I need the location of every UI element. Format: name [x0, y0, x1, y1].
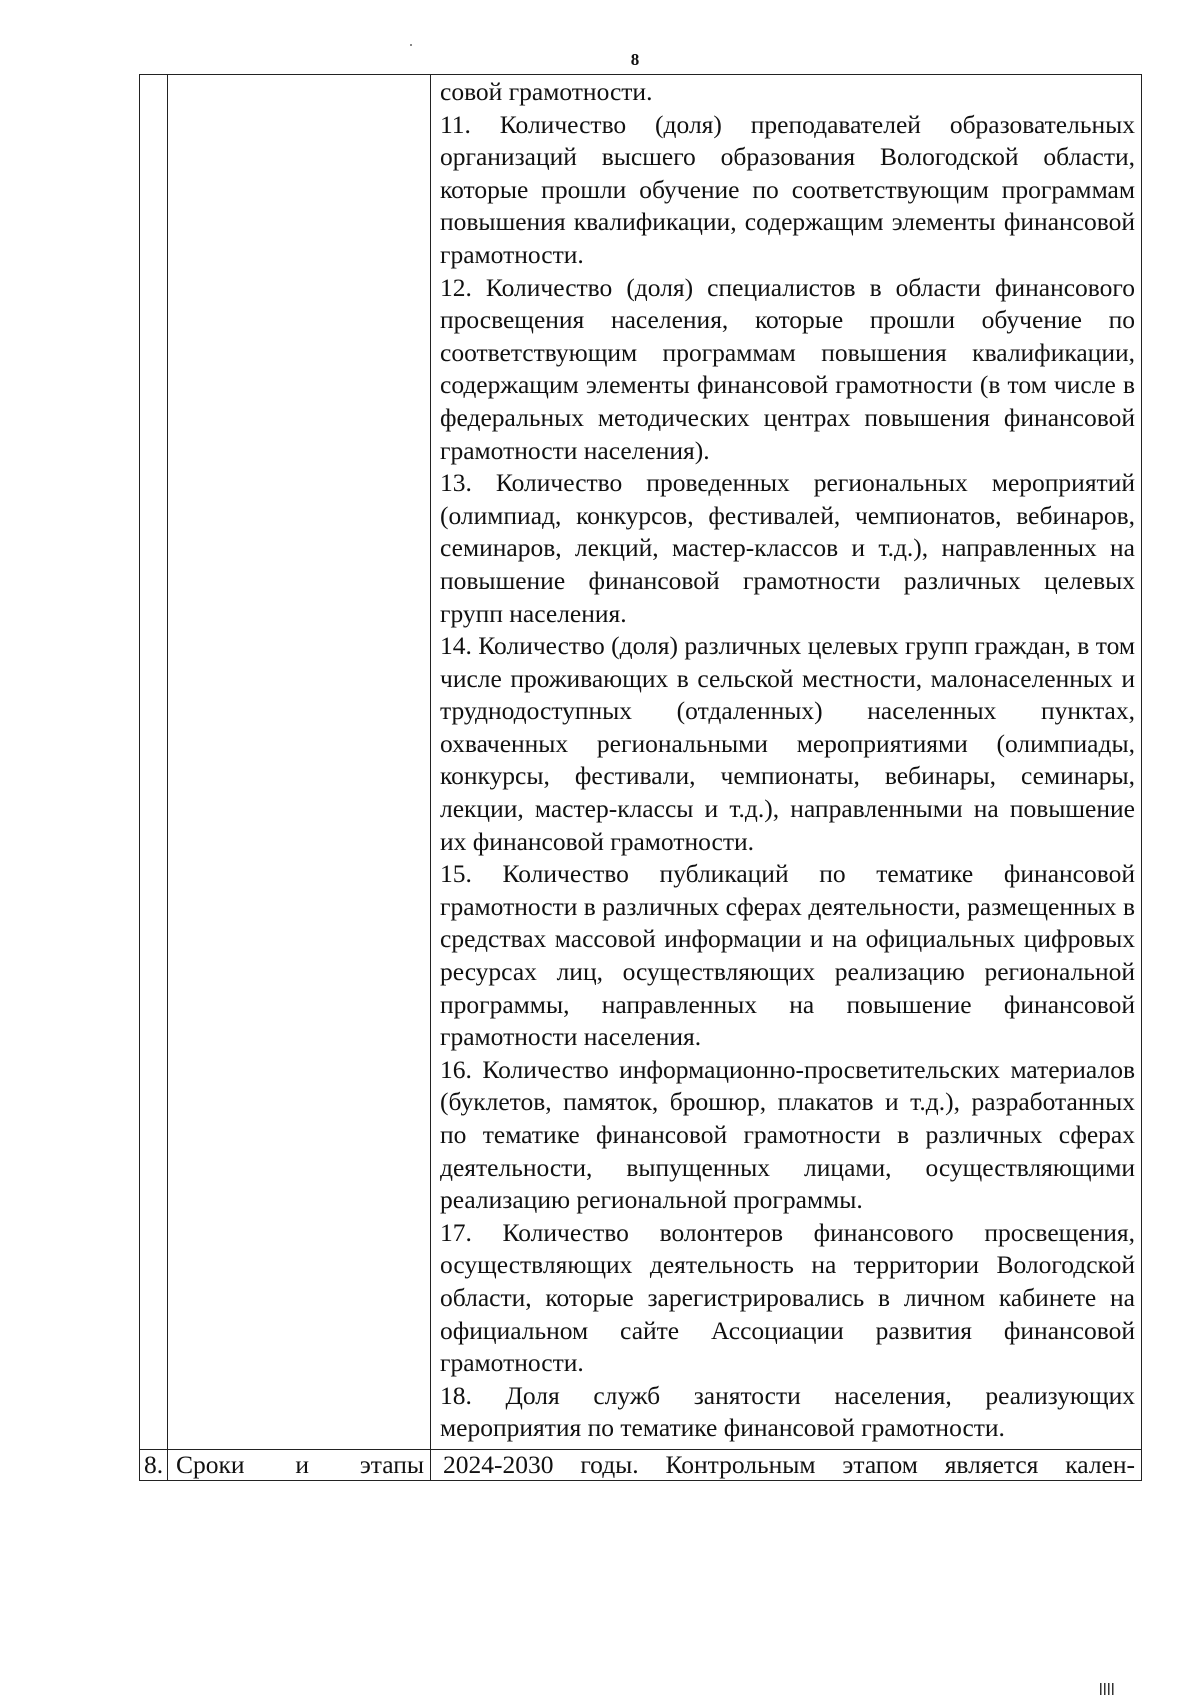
row-number-cell-empty — [140, 75, 168, 1450]
paragraph-indicator-11: 11. Количество (доля) преподавателей образовательных организаций высшего образования Вологодской области, которые прошли обучение по соответствующим программам повышения квалификации, содержащим элементы финансовой грамотности. — [440, 109, 1135, 269]
row-content-cell — [431, 75, 1142, 1450]
paragraph-indicator-14: 14. Количество (доля) различных целевых групп граждан, в том числе проживающих в сельской местности, малонаселенных и труднодоступных (отдаленных) населенных пунктах, охваченных региональными мероприятиями (олимпиады, конкурсы, фестивали, чемпионаты, вебинары, семинары, лекции, мастер-классы и т.д.), направленными на повышение их финансовой грамотности. — [440, 631, 1135, 856]
table-row-continued — [140, 75, 1142, 1450]
table-row-8 — [140, 1449, 1142, 1480]
paragraph-indicator-17: 17. Количество волонтеров финансового просвещения, осуществляющих деятельность на территории Вологодской области, которые зарегистрировались в личном кабинете на официальном сайте Ассоциации развития финансовой грамотности. — [440, 1217, 1135, 1378]
scan-artifact — [1100, 1683, 1114, 1695]
row-label-cell — [168, 1449, 431, 1480]
paragraph-indicator-16: 16. Количество информационно-просветительских материалов (буклетов, памяток, брошюр, плакатов и т.д.), разработанных по тематике финансовой грамотности в различных сферах деятельности, выпущенных лицами, осуществляющими реализацию региональной программы. — [440, 1054, 1135, 1215]
paragraph-indicator-12: 12. Количество (доля) специалистов в области финансового просвещения населения, которые прошли обучение по соответствующим программам повышения квалификации, содержащим элементы финансовой грамотности (в том числе в федеральных методических центрах повышения финансовой грамотности населения). — [440, 272, 1135, 465]
row-label-text: Сроки и этапы — [176, 1449, 424, 1479]
document-table — [139, 74, 1142, 1481]
paragraph-indicator-13: 13. Количество проведенных региональных мероприятий (олимпиад, конкурсов, фестивалей, чемпионатов, вебинаров, семинаров, лекций, мастер-классов и т.д.), направленных на повышение финансовой грамотности различных целевых групп населения. — [440, 468, 1135, 628]
page-number: 8 — [630, 50, 640, 69]
scan-speck — [410, 44, 412, 46]
paragraph-indicator-15: 15. Количество публикаций по тематике финансовой грамотности в различных сферах деятельности, размещенных в средствах массовой информации и на официальных цифровых ресурсах лиц, осуществляющих реализацию региональной программы, направленных на повышение финансовой грамотности населения. — [440, 859, 1135, 1052]
paragraph-indicator-18: 18. Доля служб занятости населения, реализующих мероприятия по тематике финансовой грамотности. — [440, 1380, 1135, 1443]
paragraph-continuation: совой грамотности. — [440, 77, 653, 106]
row-number-cell: 8. — [140, 1449, 168, 1480]
row-content-cell-8: 2024-2030 годы. Контрольным этапом является кален- — [431, 1449, 1142, 1480]
row-label-cell-empty — [168, 75, 431, 1450]
